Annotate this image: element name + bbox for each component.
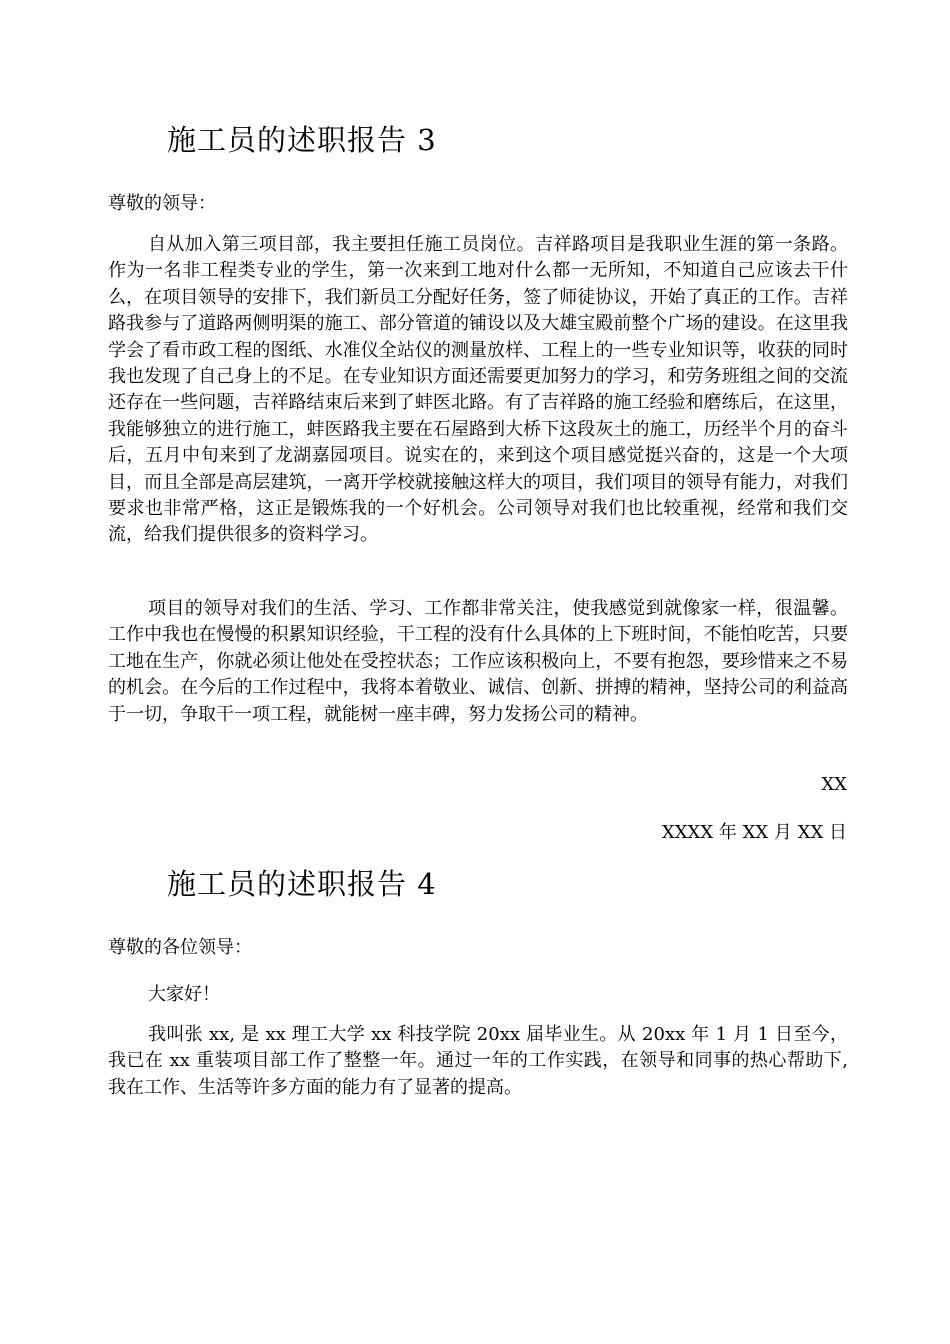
report4-salutation: 尊敬的各位领导： (108, 937, 252, 958)
report3-paragraph-2: 项目的领导对我们的生活、学习、工作都非常关注，使我感觉到就像家一样，很温馨。工作中我也在慢慢的积累知识经验，干工程的没有什么具体的上下班时间，不能怕吃苦，只要工地在生产，你就必须让他处在受控状态；工作应该积极向上，不要有抱怨，要珍惜来之不易的机会。在今后的工作过程中，我将本着敬业、诚信、创新、拼搏的精神，坚持公司的利益高于一切，争取干一项工程，就能树一座丰碑，努力发扬公司的精神。 (108, 598, 848, 725)
report4-title: 施工员的述职报告 4 (167, 867, 437, 901)
report3-paragraph-1: 自从加入第三项目部，我主要担任施工员岗位。吉祥路项目是我职业生涯的第一条路。作为一名非工程类专业的学生，第一次来到工地对什么都一无所知，不知道自己应该去干什么，在项目领导的安排下，我们新员工分配好任务，签了师徒协议，开始了真正的工作。吉祥路我参与了道路两侧明渠的施工、部分管道的铺设以及大雄宝殿前整个广场的建设。在这里我学会了看市政工程的图纸、水准仪全站仪的测量放样、工程上的一些专业知识等，收获的同时我也发现了自己身上的不足。在专业知识方面还需要更加努力的学习，和劳务班组之间的交流还存在一些问题，吉祥路结束后来到了蚌医北路。有了吉祥路的施工经验和磨练后，在这里，我能够独立的进行施工，蚌医路我主要在石屋路到大桥下这段灰土的施工，历经半个月的奋斗后，五月中旬来到了龙湖嘉园项目。说实在的，来到这个项目感觉挺兴奋的，这是一个大项目，而且全部是高层建筑，一离开学校就接触这样大的项目，我们项目的领导有能力，对我们要求也非常严格，这正是锻炼我的一个好机会。公司领导对我们也比较重视，经常和我们交流，给我们提供很多的资料学习。 (108, 234, 848, 546)
report3-date: XXXX 年 XX 月 XX 日 (661, 822, 847, 843)
report4-paragraph-1: 我叫张 xx, 是 xx 理工大学 xx 科技学院 20xx 届毕业生。从 20xx 年 1 月 1 日至今，我已在 xx 重装项目部工作了整整一年。通过一年的工作实践，在领导和同事的热心帮助下, 我在工作、生活等许多方面的能力有了显著的提高。 (108, 1024, 848, 1098)
report3-signature: XX (821, 774, 847, 795)
report4-greeting: 大家好！ (148, 984, 220, 1005)
report3-salutation: 尊敬的领导： (108, 193, 216, 214)
report3-title: 施工员的述职报告 3 (167, 123, 437, 157)
